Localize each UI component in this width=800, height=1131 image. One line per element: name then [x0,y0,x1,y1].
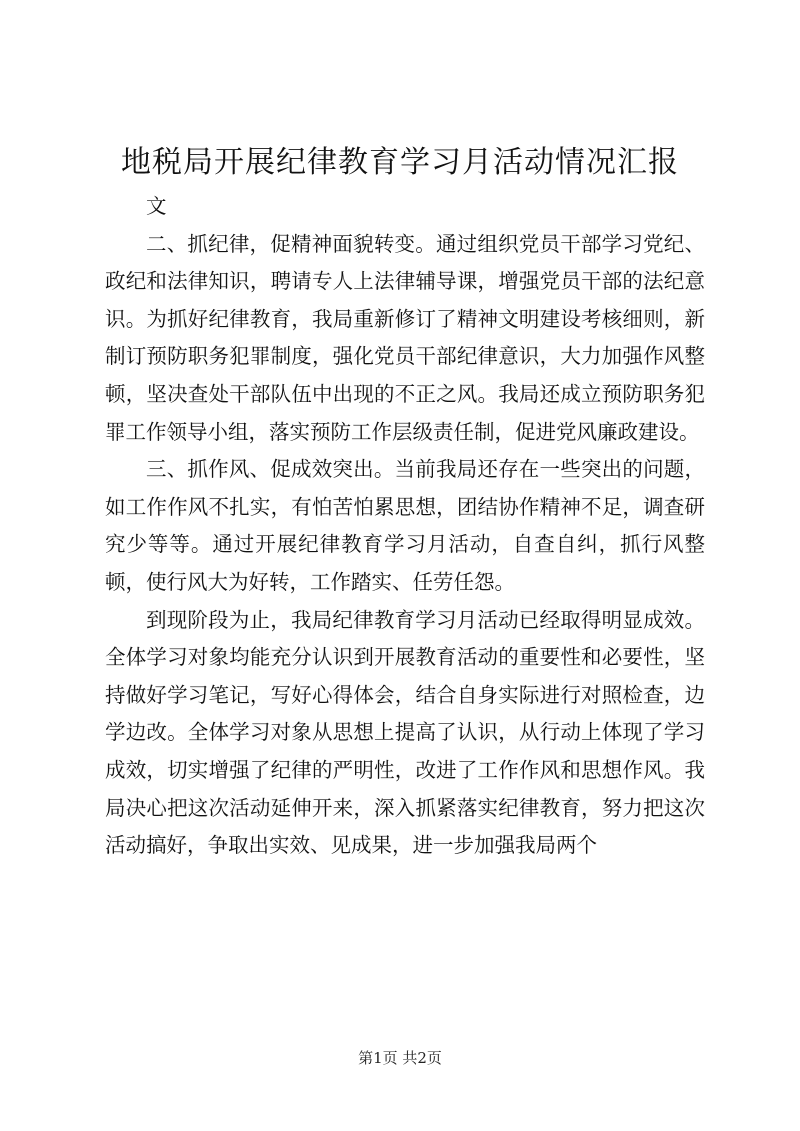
document-body [105,188,705,865]
paragraph-work-style: 三、抓作风、促成效突出。当前我局还存在一些突出的问题，如工作作风不扎实，有怕苦怕累思想，团结协作精神不足，调查研究少等等。通过开展纪律教育学习月活动，自查自纠，抓行风整顿，使行风大为好转，工作踏实、任劳任怨。 [105,457,705,594]
paragraph-wen: 文 [146,194,167,218]
paragraph-discipline: 二、抓纪律，促精神面貌转变。通过组织党员干部学习党纪、政纪和法律知识，聘请专人上法律辅导课，增强党员干部的法纪意识。为抓好纪律教育，我局重新修订了精神文明建设考核细则，新制订预防职务犯罪制度，强化党员干部纪律意识，大力加强作风整顿，坚决查处干部队伍中出现的不正之风。我局还成立预防职务犯罪工作领导小组，落实预防工作层级责任制，促进党风廉政建设。 [105,231,705,444]
document-title: 地税局开展纪律教育学习月活动情况汇报 [121,145,679,180]
paragraph-results: 到现阶段为止，我局纪律教育学习月活动已经取得明显成效。全体学习对象均能充分认识到开展教育活动的重要性和必要性，坚持做好学习笔记，写好心得体会，结合自身实际进行对照检查，边学边改。全体学习对象从思想上提高了认识，从行动上体现了学习成效，切实增强了纪律的严明性，改进了工作作风和思想作风。我局决心把这次活动延伸开来，深入抓紧落实纪律教育，努力把这次活动搞好，争取出实效、见成果，进一步加强我局两个 [105,607,705,858]
page-number-footer: 第1页 共2页 [358,1049,442,1067]
